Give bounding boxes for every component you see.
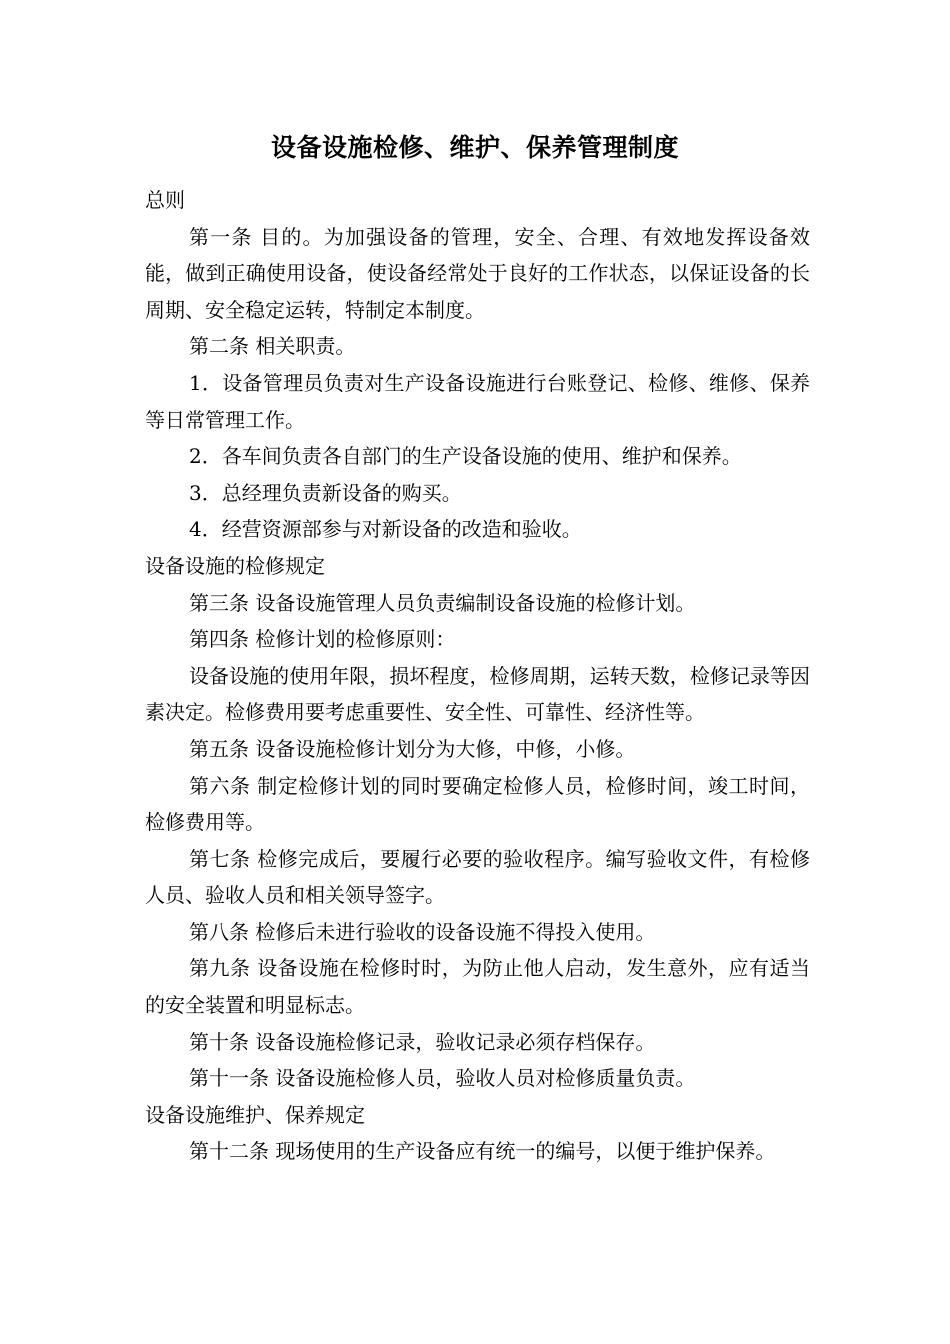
document-title: 设备设施检修、维护、保养管理制度 <box>270 133 679 162</box>
article-7-paragraph: 第七条 检修完成后，要履行必要的验收程序。编写验收文件，有检修人员、验收人员和相关领导签字。 <box>145 846 810 908</box>
article-2-paragraph: 第二条 相关职责。 <box>189 334 356 359</box>
article-10-paragraph: 第十条 设备设施检修记录，验收记录必须存档保存。 <box>189 1029 656 1054</box>
section-heading-upkeep-rules: 设备设施维护、保养规定 <box>145 1102 365 1127</box>
article-4-paragraph: 第四条 检修计划的检修原则： <box>189 627 456 652</box>
article-11-paragraph: 第十一条 设备设施检修人员，验收人员对检修质量负责。 <box>189 1066 696 1091</box>
section-heading-maintenance-rules: 设备设施的检修规定 <box>145 553 325 578</box>
article-1-paragraph: 第一条 目的。为加强设备的管理，安全、合理、有效地发挥设备效能，做到正确使用设备，使设备经常处于良好的工作状态，以保证设备的长周期、安全稳定运转，特制定本制度。 <box>145 224 810 322</box>
article-12-paragraph: 第十二条 现场使用的生产设备应有统一的编号，以便于维护保养。 <box>189 1139 776 1164</box>
article-3-paragraph: 第三条 设备设施管理人员负责编制设备设施的检修计划。 <box>189 590 696 615</box>
article-5-paragraph: 第五条 设备设施检修计划分为大修，中修，小修。 <box>189 736 636 761</box>
article-8-paragraph: 第八条 检修后未进行验收的设备设施不得投入使用。 <box>189 919 656 944</box>
responsibility-item-1: 1．设备管理员负责对生产设备设施进行台账登记、检修、维修、保养等日常管理工作。 <box>145 370 810 432</box>
article-6-paragraph: 第六条 制定检修计划的同时要确定检修人员，检修时间，竣工时间，检修费用等。 <box>145 773 810 835</box>
responsibility-item-2: 2．各车间负责各自部门的生产设备设施的使用、维护和保养。 <box>189 444 742 469</box>
document-body <box>145 182 810 1170</box>
responsibility-item-3: 3．总经理负责新设备的购买。 <box>189 480 462 505</box>
article-9-paragraph: 第九条 设备设施在检修时时，为防止他人启动，发生意外，应有适当的安全装置和明显标志。 <box>145 956 810 1018</box>
article-4-detail-paragraph: 设备设施的使用年限，损坏程度，检修周期，运转天数，检修记录等因素决定。检修费用要考虑重要性、安全性、可靠性、经济性等。 <box>145 663 810 725</box>
responsibility-item-4: 4．经营资源部参与对新设备的改造和验收。 <box>189 517 582 542</box>
section-heading-general: 总则 <box>145 188 185 212</box>
